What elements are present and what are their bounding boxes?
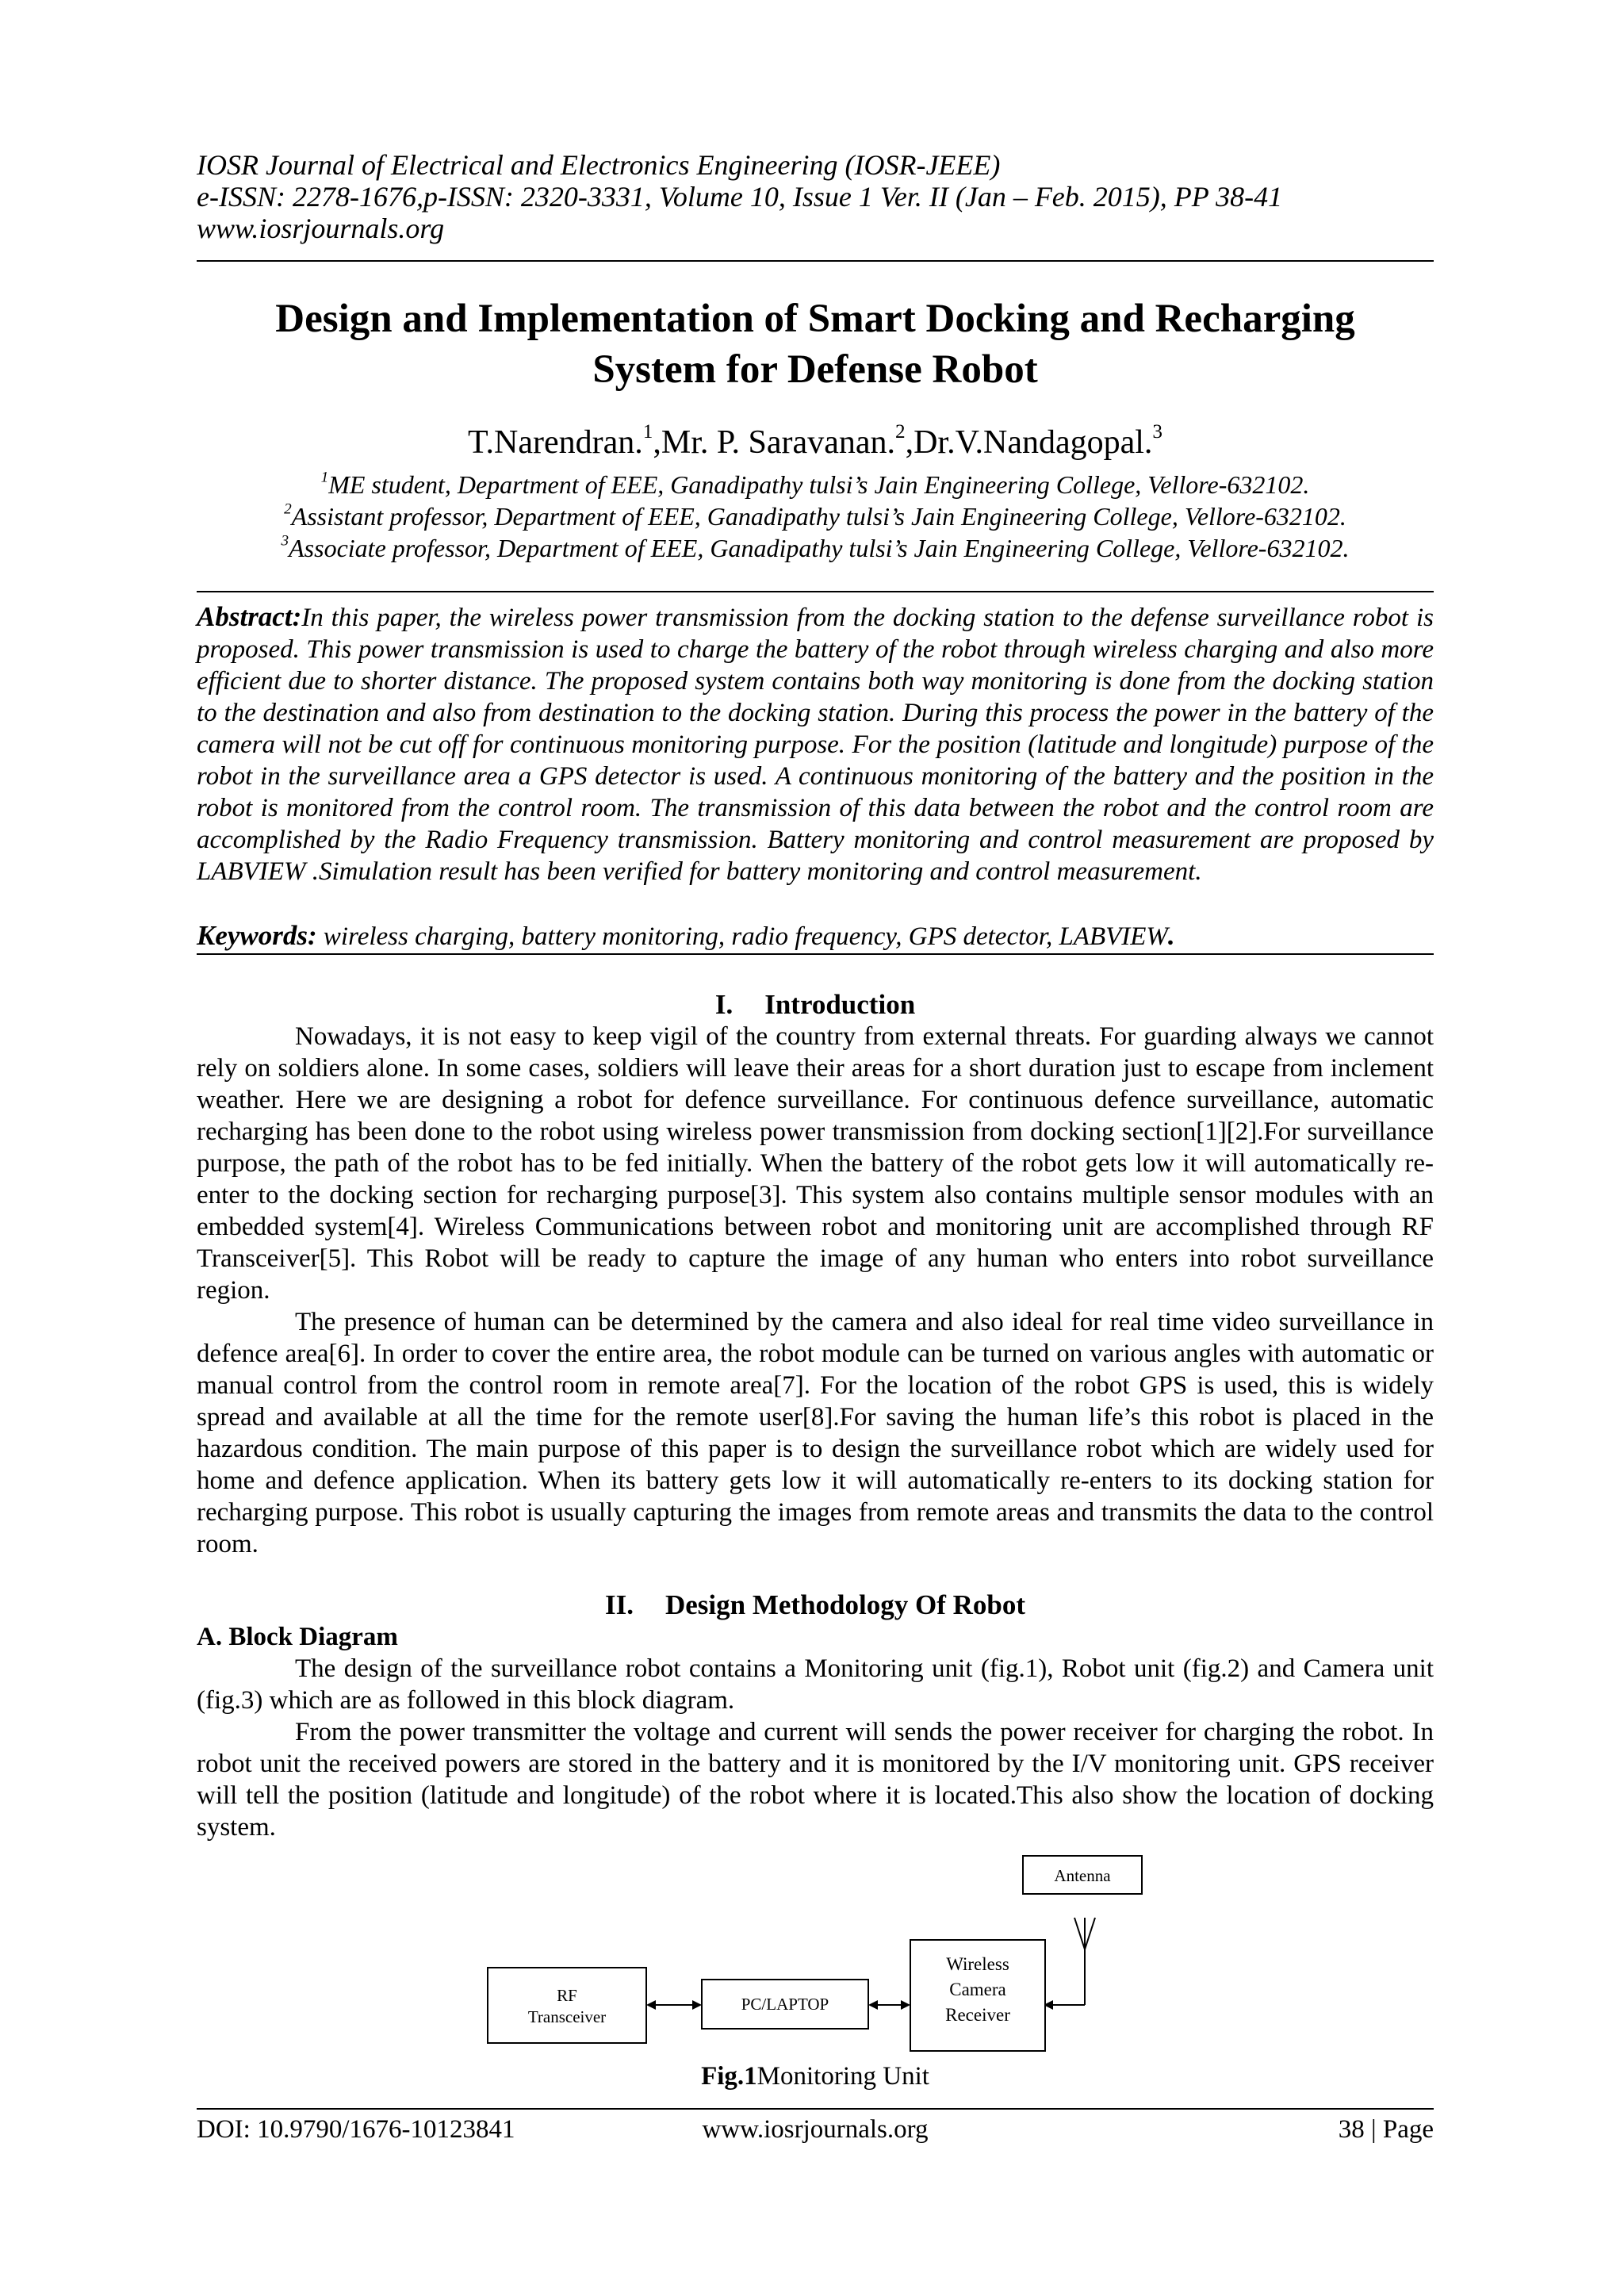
- header-website: www.iosrjournals.org: [197, 213, 445, 244]
- methodology-paragraph-1: [197, 1653, 1434, 1716]
- author-2-sup: 2: [894, 421, 906, 443]
- intro-paragraph-2: [197, 1306, 1434, 1560]
- figure-1-caption-label: Fig.1: [701, 2062, 757, 2091]
- pc-laptop-label: PC/LAPTOP: [741, 1995, 829, 2014]
- footer-page-number: 38 | Page: [1338, 2115, 1434, 2144]
- methodology-paragraph-2-text: From the power transmitter the voltage and current will sends the power receiver for charging the robot. In robot unit the received powers are stored in the battery and it is monitored by the I/V monitoring unit. GPS receiver will tell the position (latitude and longitude) of the robot where it is located.This also show the location of docking system.: [197, 1718, 1434, 1842]
- abstract: [197, 601, 1434, 887]
- figure-1-caption: [197, 2060, 1434, 2092]
- affiliation-3-text: Associate professor, Department of EEE, Ganadipathy tulsi’s Jain Engineering College, Vellore-632102.: [289, 534, 1350, 562]
- abstract-bottom-rule: [197, 953, 1434, 955]
- affiliation-2-text: Assistant professor, Department of EEE, Ganadipathy tulsi’s Jain Engineering College, Vellore-632102.: [291, 502, 1346, 531]
- rf-label-line-1: RF: [557, 1986, 577, 2005]
- methodology-paragraph-2: [197, 1716, 1434, 1843]
- rf-label-line-2: Transceiver: [527, 2007, 607, 2026]
- title-line-2: System for Defense Robot: [592, 347, 1038, 392]
- footer-rule: [197, 2108, 1434, 2110]
- section-2-heading: [197, 1589, 1434, 1621]
- figure-1-caption-text: Monitoring Unit: [756, 2062, 929, 2091]
- affiliation-3-sup: 3: [281, 532, 289, 550]
- abstract-label: Abstract:: [197, 601, 302, 632]
- affiliation-2-sup: 2: [284, 500, 292, 518]
- author-3-sup: 3: [1152, 421, 1163, 443]
- abstract-top-rule: [197, 591, 1434, 592]
- wc-label-line-2: Camera: [949, 1980, 1006, 1999]
- header-rule: [197, 260, 1434, 262]
- wc-label-line-1: Wireless: [946, 1954, 1009, 1974]
- affiliation-1-sup: 1: [320, 469, 329, 486]
- intro-paragraph-1-text: Nowadays, it is not easy to keep vigil of the country from external threats. For guarding always we cannot rely on soldiers alone. In some cases, soldiers will leave their areas for a short duration just to escape from inclement weather. Here we are designing a robot for defence surveillance. For continuous defence surveillance, automatic recharging has been done to the robot using wireless power transmission from docking section[1][2].For surveillance purpose, the path of the robot has to be fed initially. When the battery of the robot gets low it will automatically re-enter to the docking section for recharging purpose[3]. This system also contains multiple sensor modules with an embedded system[4]. Wireless Communications between robot and monitoring unit are accomplished through RF Transceiver[5]. This Robot will be ready to capture the image of any human who enters into robot surveillance region.: [197, 1022, 1434, 1305]
- author-1: T.Narendran.: [467, 424, 643, 461]
- issn-line: e-ISSN: 2278-1676,p-ISSN: 2320-3331, Volume 10, Issue 1 Ver. II (Jan – Feb. 2015), PP 38-41: [197, 181, 1283, 213]
- title-line-1: Design and Implementation of Smart Docking and Recharging: [275, 297, 1355, 341]
- intro-paragraph-1: [197, 1021, 1434, 1306]
- keywords-label: Keywords:: [197, 920, 317, 951]
- keywords: [197, 920, 1434, 953]
- footer-doi: DOI: 10.9790/1676-10123841: [197, 2115, 515, 2144]
- methodology-paragraph-1-text: The design of the surveillance robot contains a Monitoring unit (fig.1), Robot unit (fig.2) and Camera unit (fig.3) which are as followed in this block diagram.: [197, 1654, 1434, 1715]
- wc-label-line-3: Receiver: [945, 2005, 1010, 2025]
- author-list: [197, 421, 1434, 462]
- section-1-title: Introduction: [764, 989, 916, 1020]
- affiliation-1-text: ME student, Department of EEE, Ganadipathy tulsi’s Jain Engineering College, Vellore-632102.: [328, 470, 1310, 499]
- paper-title: [197, 293, 1434, 395]
- antenna-icon: [1045, 1918, 1095, 2005]
- antenna-label: Antenna: [1054, 1866, 1111, 1885]
- intro-paragraph-2-text: The presence of human can be determined by the camera and also ideal for real time video surveillance in defence area[6]. In order to cover the entire area, the robot module can be turned on various angles with automatic or manual control from the control room in remote area[7]. For the location of the robot GPS is used, this is widely spread and available at all the time for the remote user[8].For saving the human life’s this robot is placed in the hazardous condition. The main purpose of this paper is to design the surveillance robot which are widely used for home and defence application. When its battery gets low it will automatically re-enters to its docking station for recharging purpose. This robot is usually capturing the images from remote areas and transmits the data to the control room.: [197, 1308, 1434, 1558]
- footer-website: www.iosrjournals.org: [702, 2115, 929, 2144]
- rf-transceiver-box: [488, 1968, 646, 2043]
- monitoring-unit-diagram: [476, 1838, 1158, 2060]
- keywords-text: wireless charging, battery monitoring, radio frequency, GPS detector, LABVIEW: [316, 922, 1168, 951]
- section-2-number: II.: [604, 1589, 634, 1620]
- section-2-title: Design Methodology Of Robot: [665, 1589, 1026, 1620]
- journal-name: IOSR Journal of Electrical and Electronics Engineering (IOSR-JEEE): [197, 149, 1001, 181]
- section-1-number: I.: [714, 989, 733, 1020]
- affiliation-3: [197, 533, 1434, 563]
- keywords-end: .: [1167, 920, 1175, 951]
- section-1-heading: [197, 989, 1434, 1021]
- abstract-text: In this paper, the wireless power transmission from the docking station to the defense surveillance robot is proposed. This power transmission is used to charge the battery of the robot through wireless charging and also more efficient due to shorter distance. The proposed system contains both way monitoring is done from the docking station to the destination and also from destination to the docking station. During this process the power in the battery of the camera will not be cut off for continuous monitoring purpose. For the position (latitude and longitude) purpose of the robot in the surveillance area a GPS detector is used. A continuous monitoring of the battery and the position in the robot is monitored from the control room. The transmission of this data between the robot and the control room are accomplished by the Radio Frequency transmission. Battery monitoring and control measurement are proposed by LABVIEW .Simulation result has been verified for battery monitoring and control measurement.: [197, 604, 1434, 886]
- affiliation-2: [197, 501, 1434, 531]
- author-1-sup: 1: [642, 421, 653, 443]
- affiliation-1: [197, 470, 1434, 500]
- author-3: ,Dr.V.Nandagopal.: [905, 424, 1153, 461]
- author-2: ,Mr. P. Saravanan.: [653, 424, 895, 461]
- subsection-a-heading: A. Block Diagram: [197, 1623, 398, 1651]
